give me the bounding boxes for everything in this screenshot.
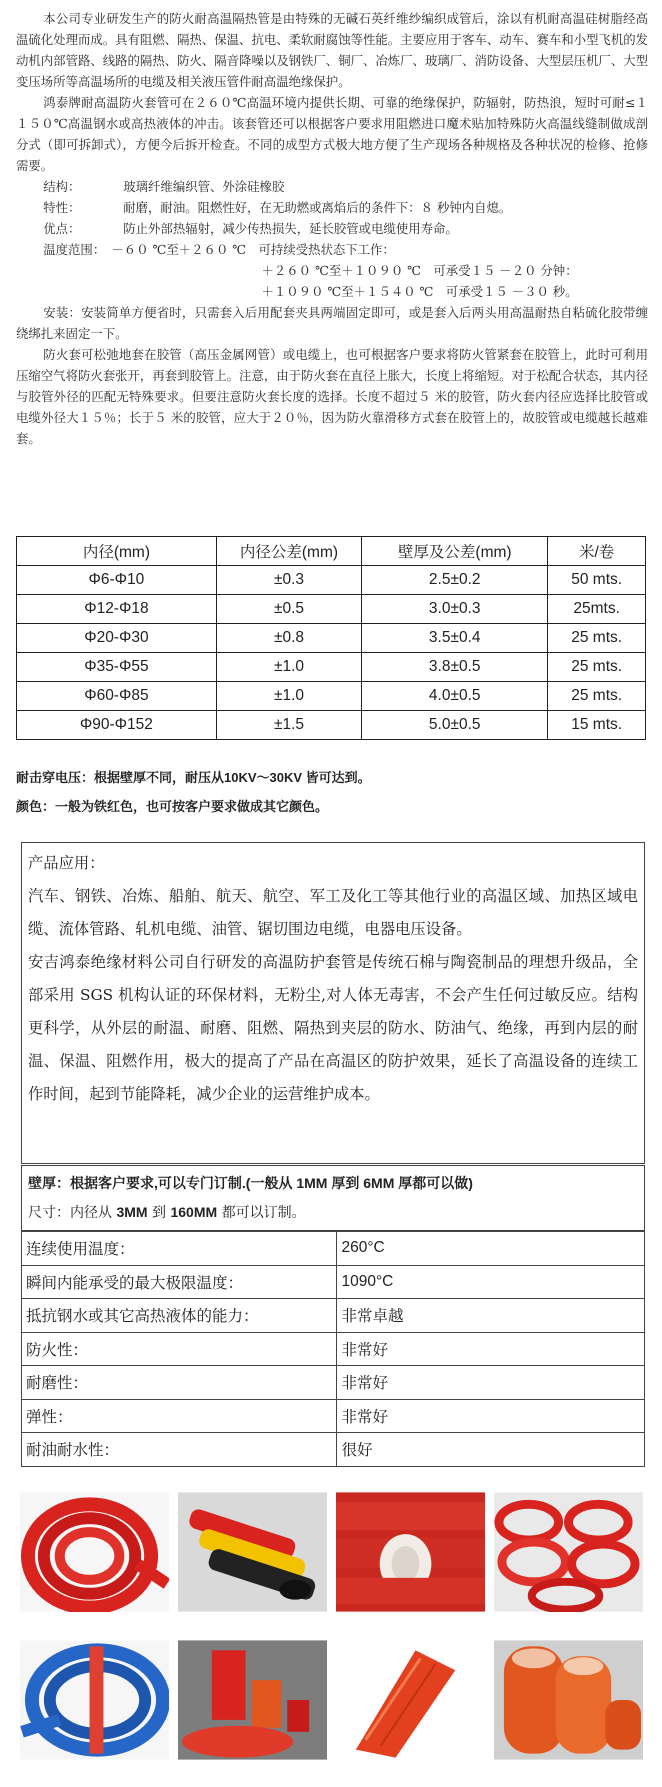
property-key: 瞬间内能承受的最大极限温度： <box>22 1265 337 1299</box>
spec-cell: Φ6-Φ10 <box>17 566 217 595</box>
spec-table <box>16 536 646 740</box>
spec-cell: Φ90-Φ152 <box>17 711 217 740</box>
advantage-row <box>16 218 648 239</box>
property-value: 很好 <box>337 1433 645 1467</box>
spec-cell: 25 mts. <box>548 653 646 682</box>
property-row <box>22 1232 645 1266</box>
spec-cell: ±0.5 <box>216 595 361 624</box>
property-row <box>22 1265 645 1299</box>
voltage-note: 耐击穿电压：根据壁厚不同，耐压从10KV～30KV 皆可达到。 <box>16 770 371 785</box>
photo-red-sleeve-coil <box>20 1492 169 1612</box>
spec-row <box>17 682 646 711</box>
spec-row <box>17 566 646 595</box>
spec-cell: Φ20-Φ30 <box>17 624 217 653</box>
advantage-key: 优点： <box>43 221 81 236</box>
spec-cell: 15 mts. <box>548 711 646 740</box>
photo-red-sleeve-closeup <box>336 1492 485 1612</box>
property-value: 非常好 <box>337 1399 645 1433</box>
feature-key: 特性： <box>43 200 81 215</box>
spec-cell: 3.5±0.4 <box>362 624 548 653</box>
spec-cell: 25mts. <box>548 595 646 624</box>
size-line: 尺寸：内径从 3MM 到 160MM 都可以订制。 <box>28 1204 306 1221</box>
spec-cell: ±1.0 <box>216 653 361 682</box>
structure-value: 玻璃纤维编织管、外涂硅橡胶 <box>123 179 285 194</box>
spec-cell: 3.8±0.5 <box>362 653 548 682</box>
spec-header-length: 米/卷 <box>548 537 646 566</box>
color-note: 颜色：一般为铁红色，也可按客户要求做成其它颜色。 <box>16 799 329 814</box>
spec-cell: ±1.5 <box>216 711 361 740</box>
photo-blue-sleeve-coil <box>20 1640 169 1760</box>
properties-table <box>21 1231 645 1467</box>
application-box <box>21 842 645 1164</box>
spec-header-wall-thickness: 壁厚及公差(mm) <box>362 537 548 566</box>
property-key: 耐油耐水性： <box>22 1433 337 1467</box>
property-value: 非常好 <box>337 1366 645 1400</box>
temp-range-line-1: 温度范围： －６０ ℃至＋２６０ ℃ 可持续受热状态下工作： <box>43 242 395 257</box>
application-paragraph-1: 汽车、钢铁、冶炼、船舶、航天、航空、军工及化工等其他行业的高温区域、加热区域电缆、流体管路、轧机电缆、油管、锯切围边电缆，电器电压设备。 <box>28 887 638 938</box>
photo-red-sleeve-rolls-stack <box>494 1492 643 1612</box>
spec-cell: 5.0±0.5 <box>362 711 548 740</box>
spec-cell: ±0.8 <box>216 624 361 653</box>
property-key: 抵抗钢水或其它高热液体的能力： <box>22 1299 337 1333</box>
spec-cell: 50 mts. <box>548 566 646 595</box>
spec-row <box>17 624 646 653</box>
spec-cell: Φ12-Φ18 <box>17 595 217 624</box>
spec-cell: Φ35-Φ55 <box>17 653 217 682</box>
spec-cell: ±0.3 <box>216 566 361 595</box>
photo-orange-sleeve-tubes <box>494 1640 643 1760</box>
fit-paragraph: 防火套可松弛地套在胶管（高压金属网管）或电缆上，也可根据客户要求将防火管紧套在胶管上，此时可利用压缩空气将防火套张开，再套到胶管上。注意，由于防火套在直径上胀大，长度上将缩短。对于松配合状态，其内径与胶管外径的匹配无特殊要求。但要注意防火套长度的选择。长度不超过５ 米的胶管，防火套内径应选择比胶管或电缆外径大１５％；长于５ 米的胶管，应大于２０％，因为防火靠滑移方式套在胶管上的，故胶管或电缆越长越难套。 <box>16 347 648 446</box>
feature-row <box>16 197 648 218</box>
property-row <box>22 1332 645 1366</box>
temp-range-line-3: ＋１０９０ ℃至＋１５４０ ℃ 可承受１５ －３０ 秒。 <box>261 284 578 299</box>
install-paragraph: 安装：安装简单方便省时，只需套入后用配套夹具两端固定即可，或是套入后两头用高温耐热自粘硫化胶带缠绕绑扎来固定一下。 <box>16 305 648 341</box>
photo-red-sleeve-product-display <box>178 1640 327 1760</box>
property-value: 260°C <box>337 1232 645 1266</box>
photo-black-yellow-red-sleeves <box>178 1492 327 1612</box>
property-row <box>22 1399 645 1433</box>
spec-cell: Φ60-Φ85 <box>17 682 217 711</box>
spec-header-row <box>17 537 646 566</box>
spec-cell: 3.0±0.3 <box>362 595 548 624</box>
property-key: 连续使用温度： <box>22 1232 337 1266</box>
spec-cell: 25 mts. <box>548 624 646 653</box>
property-row <box>22 1299 645 1333</box>
structure-key: 结构： <box>43 179 81 194</box>
property-row <box>22 1366 645 1400</box>
intro-paragraph-2: 鸿泰牌耐高温防火套管可在２６０℃高温环境内提供长期、可靠的绝缘保护，防辐射，防热浪，短时可耐≤１１５０℃高温钢水或高热液体的冲击。该套管还可以根据客户要求用阻燃进口魔术贴加特殊防火高温线缝制做成剖分式（即可拆卸式），方便今后拆开检查。不同的成型方式极大地方便了生产现场各种规格及各种状况的检修、抢修需要。 <box>16 95 648 173</box>
property-key: 防火性： <box>22 1332 337 1366</box>
spec-header-tolerance: 内径公差(mm) <box>216 537 361 566</box>
temp-range-line-2: ＋２６０ ℃至＋１０９０ ℃ 可承受１５ －２０ 分钟： <box>261 263 578 278</box>
spec-row <box>17 711 646 740</box>
spec-cell: 2.5±0.2 <box>362 566 548 595</box>
feature-value: 耐磨，耐油。阻燃性好，在无助燃或离焰后的条件下：８ 秒钟内自熄。 <box>123 200 512 215</box>
spec-row <box>17 595 646 624</box>
property-key: 弹性： <box>22 1399 337 1433</box>
structure-row <box>16 176 648 197</box>
property-row <box>22 1433 645 1467</box>
spec-header-inner-diameter: 内径(mm) <box>17 537 217 566</box>
advantage-value: 防止外部热辐射，减少传热损失，延长胶管或电缆使用寿命。 <box>123 221 458 236</box>
photo-red-sleeve-braided-detail <box>336 1640 485 1760</box>
application-title: 产品应用： <box>28 854 105 872</box>
spec-cell: 25 mts. <box>548 682 646 711</box>
intro-section <box>16 8 648 449</box>
application-paragraph-2: 安吉鸿泰绝缘材料公司自行研发的高温防护套管是传统石棉与陶瓷制品的理想升级品，全部采用 SGS 机构认证的环保材料，无粉尘,对人体无毒害，不会产生任何过敏反应。结构更科学，从外层的耐温、耐磨、阻燃、隔热到夹层的防水、防油气、绝缘，再到内层的耐温、保温、阻燃作用，极大的提高了产品在高温区的防护效果，延长了高温设备的连续工作时间，起到节能降耗，减少企业的运营维护成本。 <box>28 953 638 1103</box>
product-photo-gallery <box>20 1492 652 1782</box>
property-key: 耐磨性： <box>22 1366 337 1400</box>
property-value: 1090°C <box>337 1265 645 1299</box>
property-value: 非常卓越 <box>337 1299 645 1333</box>
wall-thickness-line: 壁厚：根据客户要求,可以专门订制.(一般从 1MM 厚到 6MM 厚都可以做) <box>28 1175 473 1191</box>
spec-row <box>17 653 646 682</box>
property-value: 非常好 <box>337 1332 645 1366</box>
size-box <box>21 1165 645 1231</box>
spec-cell: ±1.0 <box>216 682 361 711</box>
intro-paragraph-1: 本公司专业研发生产的防火耐高温隔热管是由特殊的无碱石英纤维纱编织成管后，涂以有机耐高温硅树脂经高温硫化处理而成。具有阻燃、隔热、保温、抗电、柔软耐腐蚀等性能。主要应用于客车、动车、赛车和小型飞机的发动机内部管路、线路的隔热、防火、隔音降噪以及钢铁厂、铜厂、冶炼厂、玻璃厂、消防设备、大型层压机厂、大型变压场所等高温场所的电缆及相关液压管件耐高温绝缘保护。 <box>16 11 648 89</box>
spec-cell: 4.0±0.5 <box>362 682 548 711</box>
